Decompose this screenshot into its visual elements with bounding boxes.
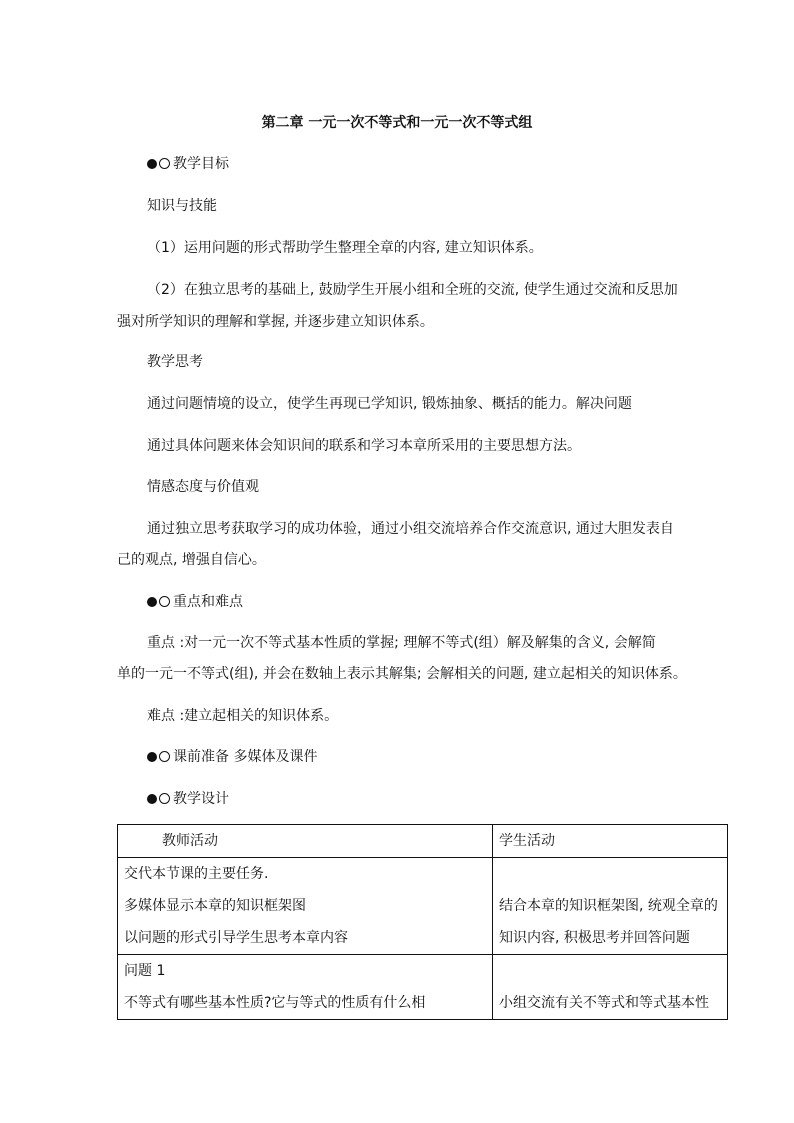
- design-heading: [147, 789, 229, 809]
- cell-line: 问题 1: [124, 963, 166, 979]
- student-activity-cell: [493, 955, 728, 1020]
- header-student-activity: 学生活动: [493, 825, 728, 858]
- bullet-icon: [147, 794, 157, 804]
- emotion-line-1: 通过独立思考获取学习的成功体验，通过小组交流培养合作交流意识, 通过大胆发表自: [147, 521, 674, 537]
- teaching-design-table: [117, 824, 728, 1020]
- design-heading-text: 教学设计: [173, 791, 229, 807]
- bullet-icon: [147, 752, 157, 762]
- circle-icon: [159, 793, 170, 804]
- teacher-activity-cell: [118, 955, 493, 1020]
- keypoints-heading-text: 重点和难点: [173, 594, 243, 610]
- keypoints-heading: [147, 592, 243, 612]
- cell-line: 不等式有哪些基本性质?它与等式的性质有什么相: [124, 995, 426, 1011]
- knowledge-item-2-line-2: 强对所学知识的理解和掌握, 并逐步建立知识体系。: [117, 314, 434, 330]
- emotion-heading: 情感态度与价值观: [147, 479, 259, 495]
- page-title: 第二章 一元一次不等式和一元一次不等式组: [261, 115, 533, 131]
- cell-line: 知识内容, 积极思考并回答问题: [499, 930, 690, 946]
- circle-icon: [159, 158, 170, 169]
- circle-icon: [159, 751, 170, 762]
- table-header-row: [118, 825, 728, 858]
- prep-heading: [147, 747, 317, 767]
- thinking-item-2: 通过具体问题来体会知识间的联系和学习本章所采用的主要思想方法。: [147, 438, 581, 454]
- cell-line: 结合本章的知识框架图, 统观全章的: [499, 898, 718, 914]
- cell-line: 交代本节课的主要任务.: [124, 866, 269, 882]
- cell-line: 小组交流有关不等式和等式基本性: [499, 995, 709, 1011]
- knowledge-heading: 知识与技能: [147, 198, 217, 214]
- header-teacher-activity: 教师活动: [118, 825, 493, 858]
- thinking-item-1: 通过问题情境的设立，使学生再现已学知识, 锻炼抽象、概括的能力。解决问题: [147, 396, 632, 412]
- key-line-2: 单的一元一不等式(组), 并会在数轴上表示其解集; 会解相关的问题, 建立起相关的知识体系。: [117, 666, 687, 682]
- key-line-1: 重点 :对一元一次不等式基本性质的掌握; 理解不等式(组）解及解集的含义, 会解简: [147, 635, 656, 651]
- table-row: [118, 955, 728, 1020]
- cell-line: 多媒体显示本章的知识框架图: [124, 898, 306, 914]
- knowledge-item-1: （1）运用问题的形式帮助学生整理全章的内容, 建立知识体系。: [147, 240, 543, 256]
- cell-line: 以问题的形式引导学生思考本章内容: [124, 930, 348, 946]
- student-activity-cell: [493, 858, 728, 955]
- bullet-icon: [147, 159, 157, 169]
- prep-heading-text: 课前准备 多媒体及课件: [173, 749, 318, 765]
- circle-icon: [159, 596, 170, 607]
- emotion-line-2: 己的观点, 增强自信心。: [117, 552, 266, 568]
- objectives-heading: [147, 154, 229, 174]
- difficulty-line: 难点 :建立起相关的知识体系。: [147, 708, 339, 724]
- thinking-heading: 教学思考: [147, 354, 203, 370]
- bullet-icon: [147, 597, 157, 607]
- table-row: [118, 858, 728, 955]
- knowledge-item-2-line-1: （2）在独立思考的基础上, 鼓励学生开展小组和全班的交流, 使学生通过交流和反思加: [147, 282, 678, 298]
- objectives-heading-text: 教学目标: [173, 156, 229, 172]
- teacher-activity-cell: [118, 858, 493, 955]
